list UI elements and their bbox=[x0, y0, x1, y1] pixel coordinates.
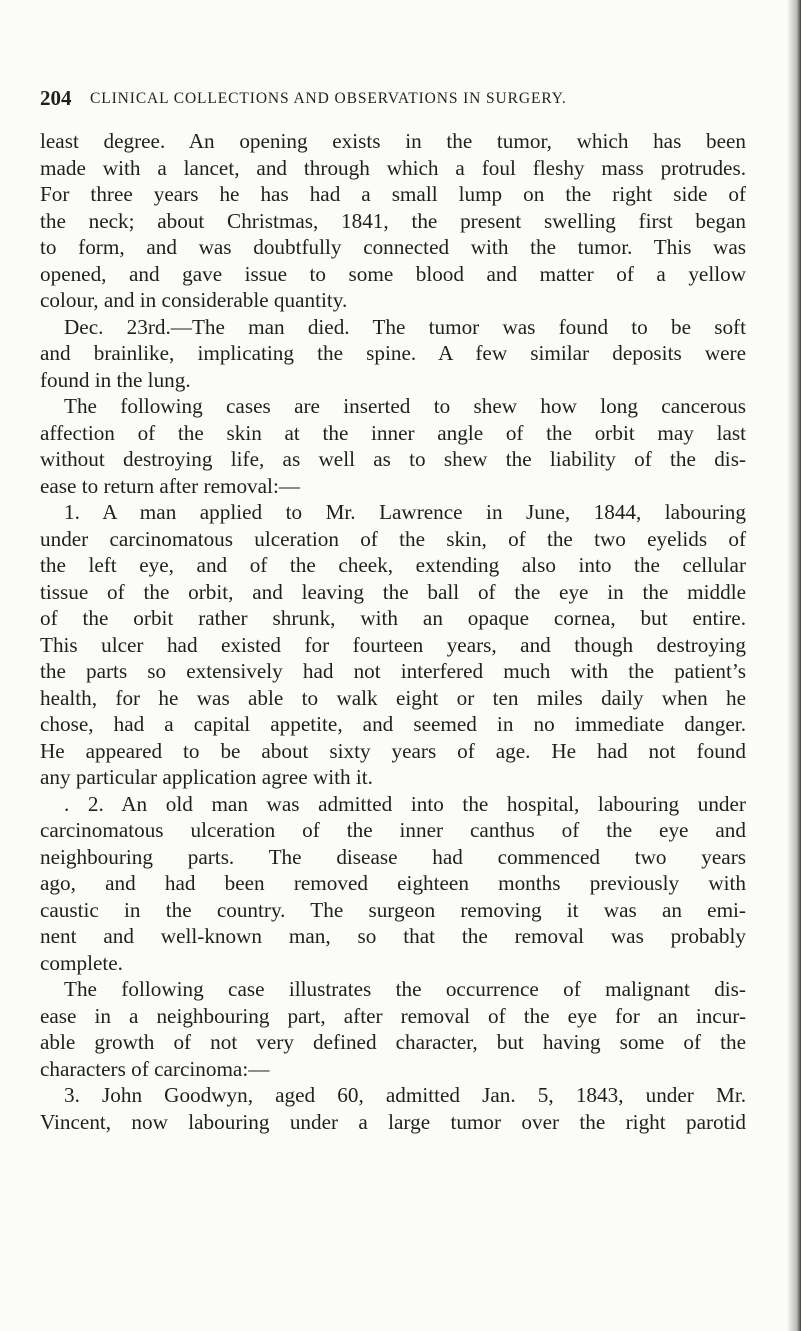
text-line: to form, and was doubtfully connected with the tumor. This was bbox=[40, 235, 746, 259]
text-line: Vincent, now labouring under a large tumor over the right parotid bbox=[40, 1109, 746, 1134]
text-line: made with a lancet, and through which a foul fleshy mass protrudes. bbox=[40, 155, 746, 180]
text-line: ago, and had been removed eighteen months previously with bbox=[40, 871, 746, 895]
text-line: 1. A man applied to Mr. Lawrence in June, 1844, labouring bbox=[64, 500, 746, 524]
text-line: He appeared to be about sixty years of age. He had not found bbox=[40, 738, 746, 763]
text-line: the neck; about Christmas, 1841, the present swelling first began bbox=[40, 208, 746, 233]
text-line: characters of carcinoma:— bbox=[40, 1056, 270, 1081]
page-edge-shadow bbox=[787, 0, 801, 1331]
text-line: complete. bbox=[40, 950, 123, 975]
running-head bbox=[40, 86, 740, 112]
text-line: chose, had a capital appetite, and seemed in no immediate danger. bbox=[40, 712, 746, 736]
text-line: nent and well-known man, so that the removal was probably bbox=[40, 924, 746, 948]
text-line: any particular application agree with it. bbox=[40, 765, 373, 789]
text-line: For three years he has had a small lump on the right side of bbox=[40, 182, 746, 206]
text-line: Dec. 23rd.—The man died. The tumor was found to be soft bbox=[64, 314, 746, 339]
text-line: of the orbit rather shrunk, with an opaque cornea, but entire. bbox=[40, 606, 746, 630]
text-line: colour, and in considerable quantity. bbox=[40, 288, 348, 312]
text-line: 3. John Goodwyn, aged 60, admitted Jan. 5, 1843, under Mr. bbox=[64, 1083, 746, 1107]
body-text bbox=[40, 128, 746, 1135]
page-number: 204 bbox=[40, 86, 72, 110]
text-line: opened, and gave issue to some blood and matter of a yellow bbox=[40, 261, 746, 286]
text-line: neighbouring parts. The disease had commenced two years bbox=[40, 844, 746, 869]
text-line: health, for he was able to walk eight or ten miles daily when he bbox=[40, 685, 746, 710]
text-line: ease in a neighbouring part, after removal of the eye for an incur- bbox=[40, 1003, 746, 1028]
text-line: without destroying life, as well as to shew the liability of the dis- bbox=[40, 447, 746, 471]
text-line: ease to return after removal:— bbox=[40, 473, 301, 498]
text-line: tissue of the orbit, and leaving the ball of the eye in the middle bbox=[40, 579, 746, 604]
text-line: and brainlike, implicating the spine. A few similar deposits were bbox=[40, 341, 746, 365]
text-line: able growth of not very defined character, but having some of the bbox=[40, 1030, 746, 1054]
text-line: under carcinomatous ulceration of the skin, of the two eyelids of bbox=[40, 526, 746, 551]
text-line: The following cases are inserted to shew how long cancerous bbox=[64, 394, 746, 418]
text-line: carcinomatous ulceration of the inner canthus of the eye and bbox=[40, 818, 746, 842]
text-line: found in the lung. bbox=[40, 367, 191, 392]
text-line: the parts so extensively had not interfered much with the patient’s bbox=[40, 659, 746, 683]
text-line: . 2. An old man was admitted into the hospital, labouring under bbox=[64, 791, 746, 816]
text-line: The following case illustrates the occurrence of malignant dis- bbox=[64, 977, 746, 1001]
text-line: This ulcer had existed for fourteen years, and though destroying bbox=[40, 632, 746, 657]
text-line: caustic in the country. The surgeon removing it was an emi- bbox=[40, 897, 746, 922]
running-title: CLINICAL COLLECTIONS AND OBSERVATIONS IN SURGERY. bbox=[90, 90, 567, 107]
text-line: the left eye, and of the cheek, extending also into the cellular bbox=[40, 553, 746, 577]
text-line: least degree. An opening exists in the tumor, which has been bbox=[40, 129, 746, 153]
text-line: affection of the skin at the inner angle of the orbit may last bbox=[40, 420, 746, 445]
